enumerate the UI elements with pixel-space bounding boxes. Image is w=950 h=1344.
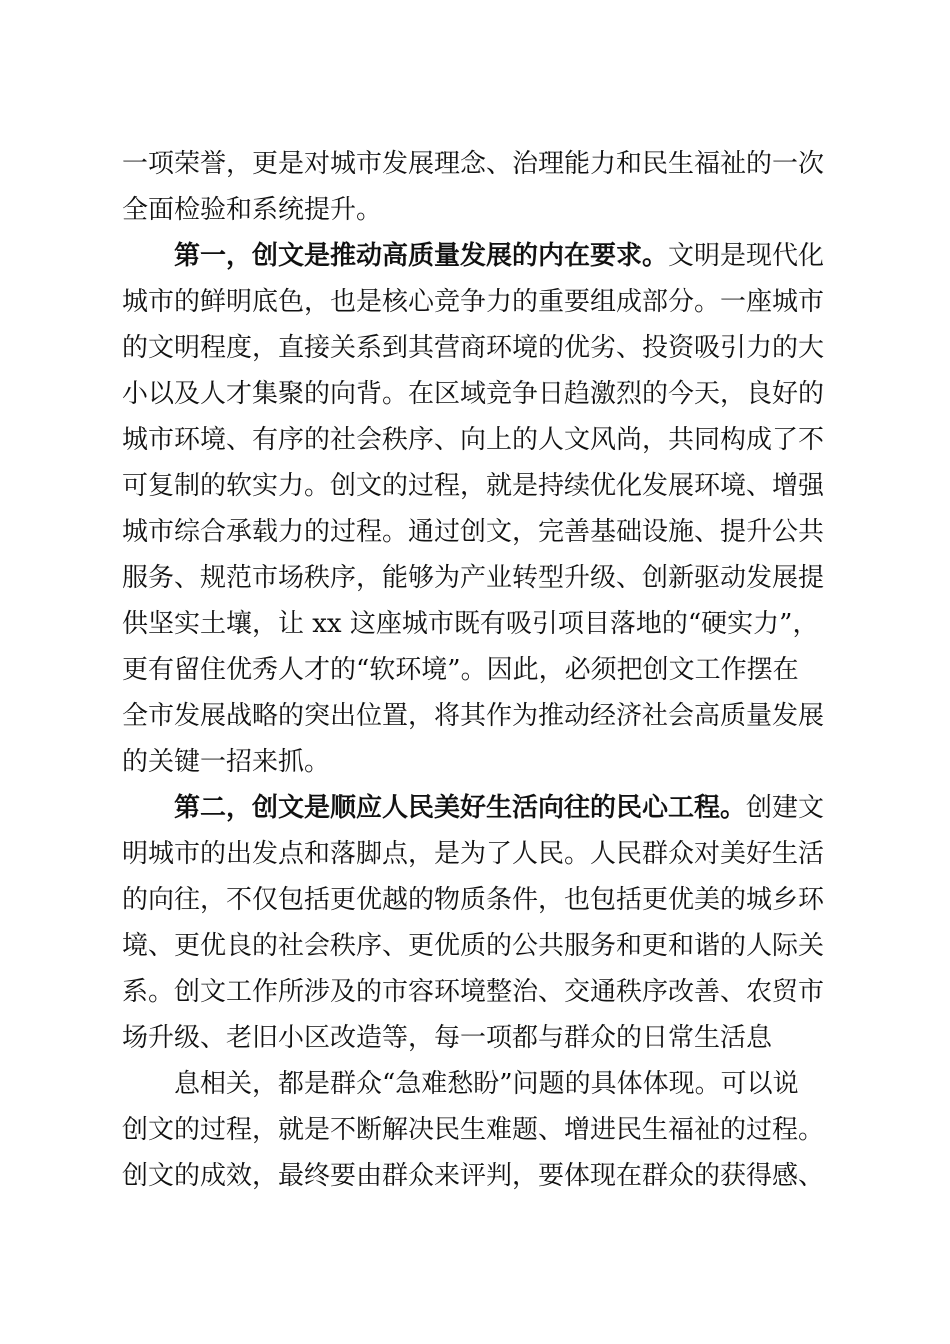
paragraph-3-line-1 [0,785,950,831]
text-line: 可复制的软实力。创文的过程，就是持续优化发展环境、增强 [122,471,825,501]
text-line: 城市环境、有序的社会秩序、向上的人文风尚，共同构成了不 [122,425,825,455]
paragraph-4-line-2 [0,1107,950,1153]
text-line: 的向往，不仅包括更优越的物质条件，也包括更优美的城乡环 [122,885,825,915]
paragraph-2-line-4 [0,371,950,417]
text-line: 更有留住优秀人才的“软环境”。因此，必须把创文工作摆在 [122,655,799,685]
paragraph-3-line-2 [0,831,950,877]
paragraph-3-lead-sentence: 第二，创文是顺应人民美好生活向往的民心工程。 [174,793,747,823]
text-line: 全市发展战略的突出位置，将其作为推动经济社会高质量发展 [122,701,825,731]
paragraph-2-line-3 [0,325,950,371]
paragraph-3-line-6 [0,1015,950,1061]
paragraph-3-line-3 [0,877,950,923]
paragraph-3-first-line-rest: 创建文 [746,793,825,823]
paragraph-2-first-line [174,233,824,279]
paragraph-1-line-1 [0,141,950,187]
paragraph-2-first-line-rest: 文明是现代化 [668,241,825,271]
paragraph-3-first-line [174,785,824,831]
text-line: 的文明程度，直接关系到其营商环境的优劣、投资吸引力的大 [122,333,825,363]
paragraph-1-line-2 [0,187,950,233]
text-line: 城市综合承载力的过程。通过创文，完善基础设施、提升公共 [122,517,825,547]
paragraph-2-line-10 [0,647,950,693]
paragraph-2-line-7 [0,509,950,555]
text-line: 系。创文工作所涉及的市容环境整治、交通秩序改善、农贸市 [122,977,825,1007]
paragraph-4-line-3 [0,1153,950,1199]
paragraph-3-line-4 [0,923,950,969]
paragraph-2-line-8 [0,555,950,601]
text-line: 一项荣誉，更是对城市发展理念、治理能力和民生福祉的一次 [122,149,825,179]
text-line: 服务、规范市场秩序，能够为产业转型升级、创新驱动发展提 [122,563,825,593]
text-line: 息相关，都是群众“急难愁盼”问题的具体体现。可以说 [174,1069,799,1099]
paragraph-2-line-11 [0,693,950,739]
paragraph-2-line-5 [0,417,950,463]
paragraph-2-line-2 [0,279,950,325]
text-line: 小以及人才集聚的向背。在区域竞争日趋激烈的今天，良好的 [122,379,825,409]
paragraph-2-line-12 [0,739,950,785]
text-line: 城市的鲜明底色，也是核心竞争力的重要组成部分。一座城市 [122,287,825,317]
text-line: 创文的过程，就是不断解决民生难题、增进民生福祉的过程。 [122,1115,825,1145]
paragraph-2-line-9 [0,601,950,647]
text-line: 全面检验和系统提升。 [122,195,383,225]
text-line: 明城市的出发点和落脚点，是为了人民。人民群众对美好生活 [122,839,825,869]
text-line: 创文的成效，最终要由群众来评判，要体现在群众的获得感、 [122,1161,825,1191]
paragraph-4-line-1 [0,1061,950,1107]
text-line: 场升级、老旧小区改造等，每一项都与群众的日常生活息 [122,1023,773,1053]
paragraph-3-line-5 [0,969,950,1015]
paragraph-2-lead-sentence: 第一，创文是推动高质量发展的内在要求。 [174,241,669,271]
text-line: 供坚实土壤，让 xx 这座城市既有吸引项目落地的“硬实力”， [122,609,819,639]
paragraph-2-line-1 [0,233,950,279]
paragraph-2-line-6 [0,463,950,509]
text-line: 境、更优良的社会秩序、更优质的公共服务和更和谐的人际关 [122,931,825,961]
text-line: 的关键一招来抓。 [122,747,331,777]
